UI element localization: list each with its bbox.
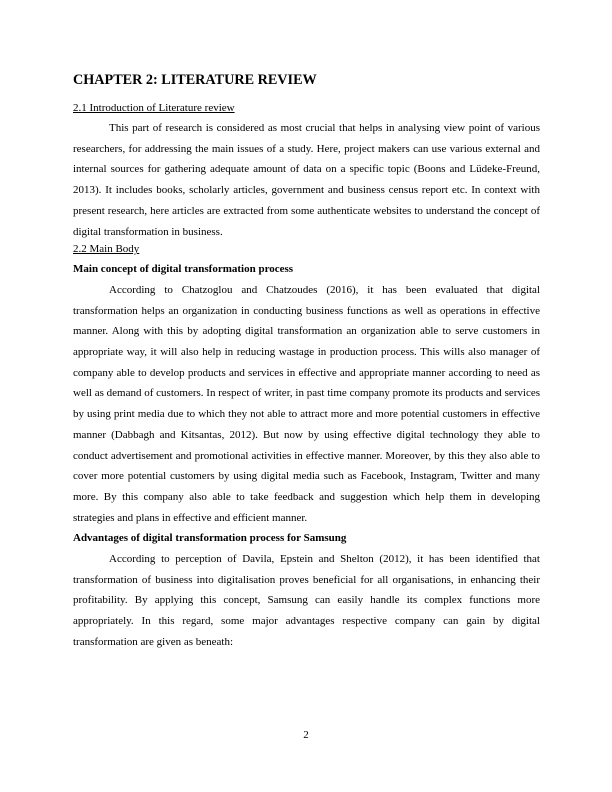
advantages-paragraph: According to perception of Davila, Epstein and Shelton (2012), it has been identified that transformation of business into digitalisation proves beneficial for all organisations, in enhancing their profitability. By applying this concept, Samsung can easily handle its complex functions more appropriately. In this regard, some major advantages respective company can gain by digital transformation are given as beneath: — [73, 553, 540, 648]
section-heading-introduction: 2.1 Introduction of Literature review — [73, 102, 235, 114]
introduction-paragraph: This part of research is considered as most crucial that helps in analysing view point of various researchers, for addressing the main issues of a study. Here, project makers can use various external and internal sources for gathering adequate amount of data on a specific topic (Boons and Lüdeke-Freund, 2013). It includes books, scholarly articles, government and business census report etc. In context with present research, here articles are extracted from some authenticate websites to understand the concept of digital transformation in business. — [73, 122, 540, 238]
subheading-main-concept: Main concept of digital transformation process — [73, 263, 294, 276]
subheading-advantages: Advantages of digital transformation process for Samsung — [73, 532, 347, 545]
chapter-title: CHAPTER 2: LITERATURE REVIEW — [73, 72, 317, 88]
section-heading-main-body: 2.2 Main Body — [73, 243, 140, 256]
page-content — [73, 72, 540, 653]
page-number: 2 — [303, 729, 309, 741]
main-concept-paragraph: According to Chatzoglou and Chatzoudes (2016), it has been evaluated that digital transformation helps an organization in conducting business functions as well as operations in effective manner. Along with this by adopting digital transformation an organization able to serve customers in appropriate way, it will also help in reducing wastage in production process. This wills also manager of company able to develop products and services in effective and appropriate manner according to need as well as demand of customers. In respect of writer, in past time company promote its products and services by using print media due to which they not able to attract more and more potential customers in effective manner (Dabbagh and Kitsantas, 2012). But now by using effective digital technology they able to conduct advertisement and promotional activities in effective manner. Moreover, by this they also able to cover more potential customers by using digital media such as Facebook, Instagram, Twitter and many more. By this company also able to take feedback and suggestion which help them in developing strategies and plans in effective and efficient manner. — [73, 283, 540, 524]
